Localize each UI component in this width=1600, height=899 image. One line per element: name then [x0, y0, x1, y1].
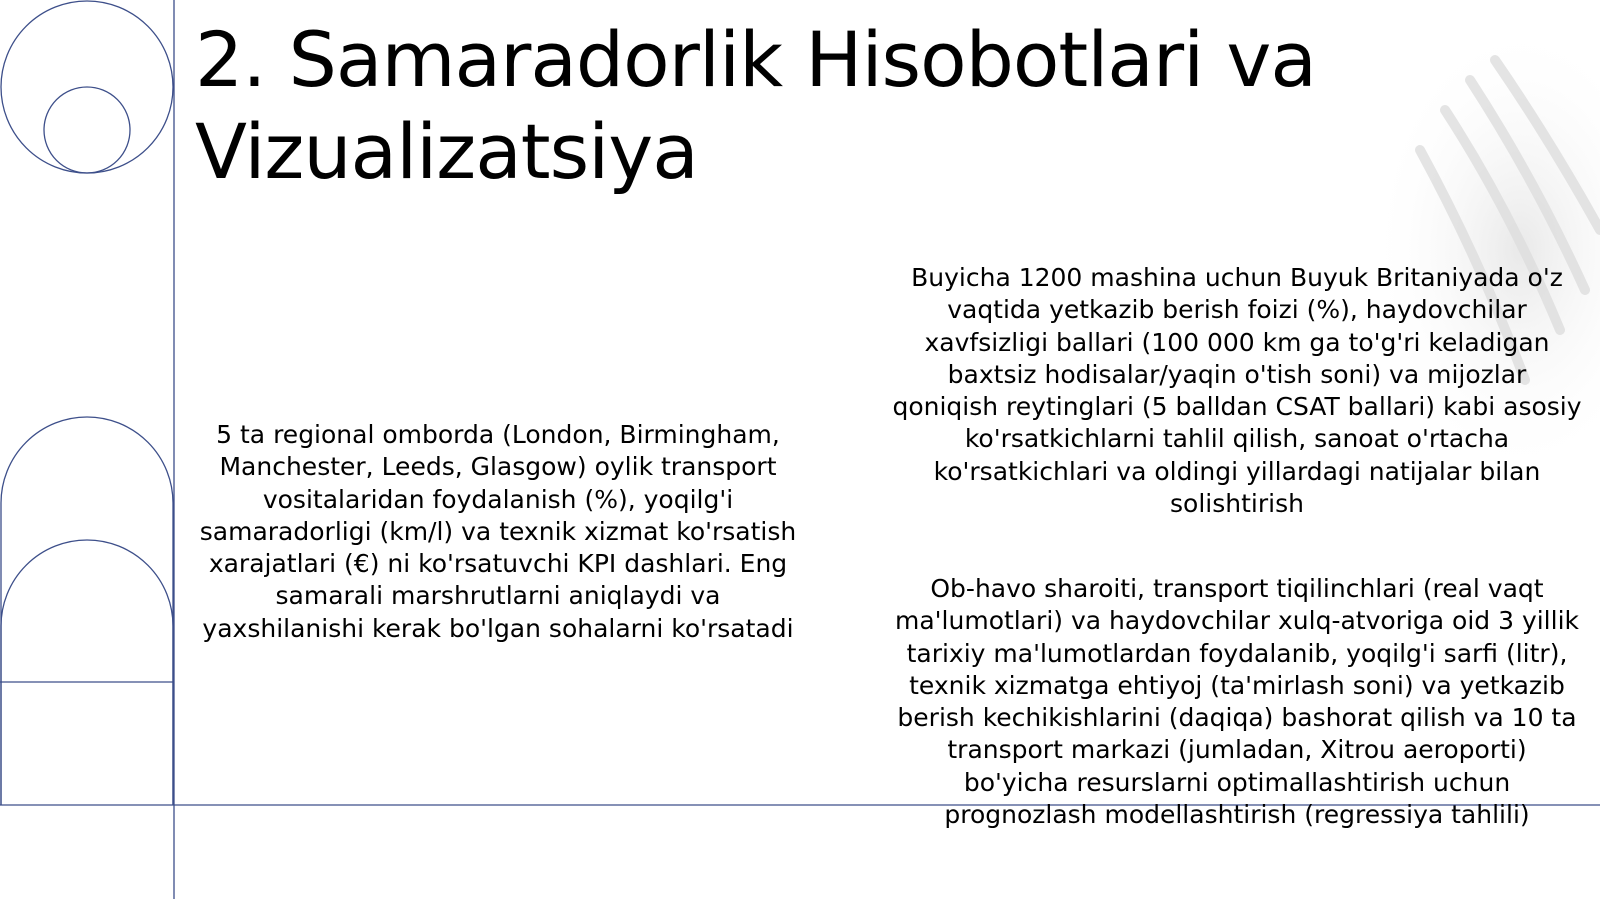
slide-title: 2. Samaradorlik Hisobotlari va Vizualizatsiya [195, 15, 1316, 196]
lower-arch [1, 540, 173, 805]
right-paragraph-bottom: Ob-havo sharoiti, transport tiqilinchlari (real vaqt ma'lumotlari) va haydovchilar xulq-atvoriga oid 3 yillik tarixiy ma'lumotlardan foydalanib, yoqilg'i sarfi (litr), texnik xizmatga ehtiyoj (ta'mirlash soni) va yetkazib berish kechikishlarini (daqiqa) bashorat qilish va 10 ta transport markazi (jumladan, Xitrou aeroporti) bo'yicha resurslarni optimallashtirish uchun prognozlash modellashtirish (regressiya tahlili) [895, 574, 1579, 830]
small-circle [44, 87, 130, 173]
left-paragraph: 5 ta regional omborda (London, Birmingham, Manchester, Leeds, Glasgow) oylik transport vositalaridan foydalanish (%), yoqilg'i samaradorligi (km/l) va texnik xizmat ko'rsatish xarajatlari (€) ni ko'rsatuvchi KPI dashlari. Eng samarali marshrutlarni aniqlaydi va yaxshilanishi kerak bo'lgan sohalarni ko'rsatadi [199, 420, 797, 643]
upper-arch [1, 417, 173, 805]
right-paragraph-top: Buyicha 1200 mashina uchun Buyuk Britaniyada o'z vaqtida yetkazib berish foizi (%), haydovchilar xavfsizligi ballari (100 000 km ga to'g'ri keladigan baxtsiz hodisalar/yaqin o'tish soni) va mijozlar qoniqish reytinglari (5 balldan CSAT ballari) kabi asosiy ko'rsatkichlarni tahlil qilish, sanoat o'rtacha ko'rsatkichlari va oldingi yillardagi natijalar bilan solishtirish [892, 263, 1582, 519]
